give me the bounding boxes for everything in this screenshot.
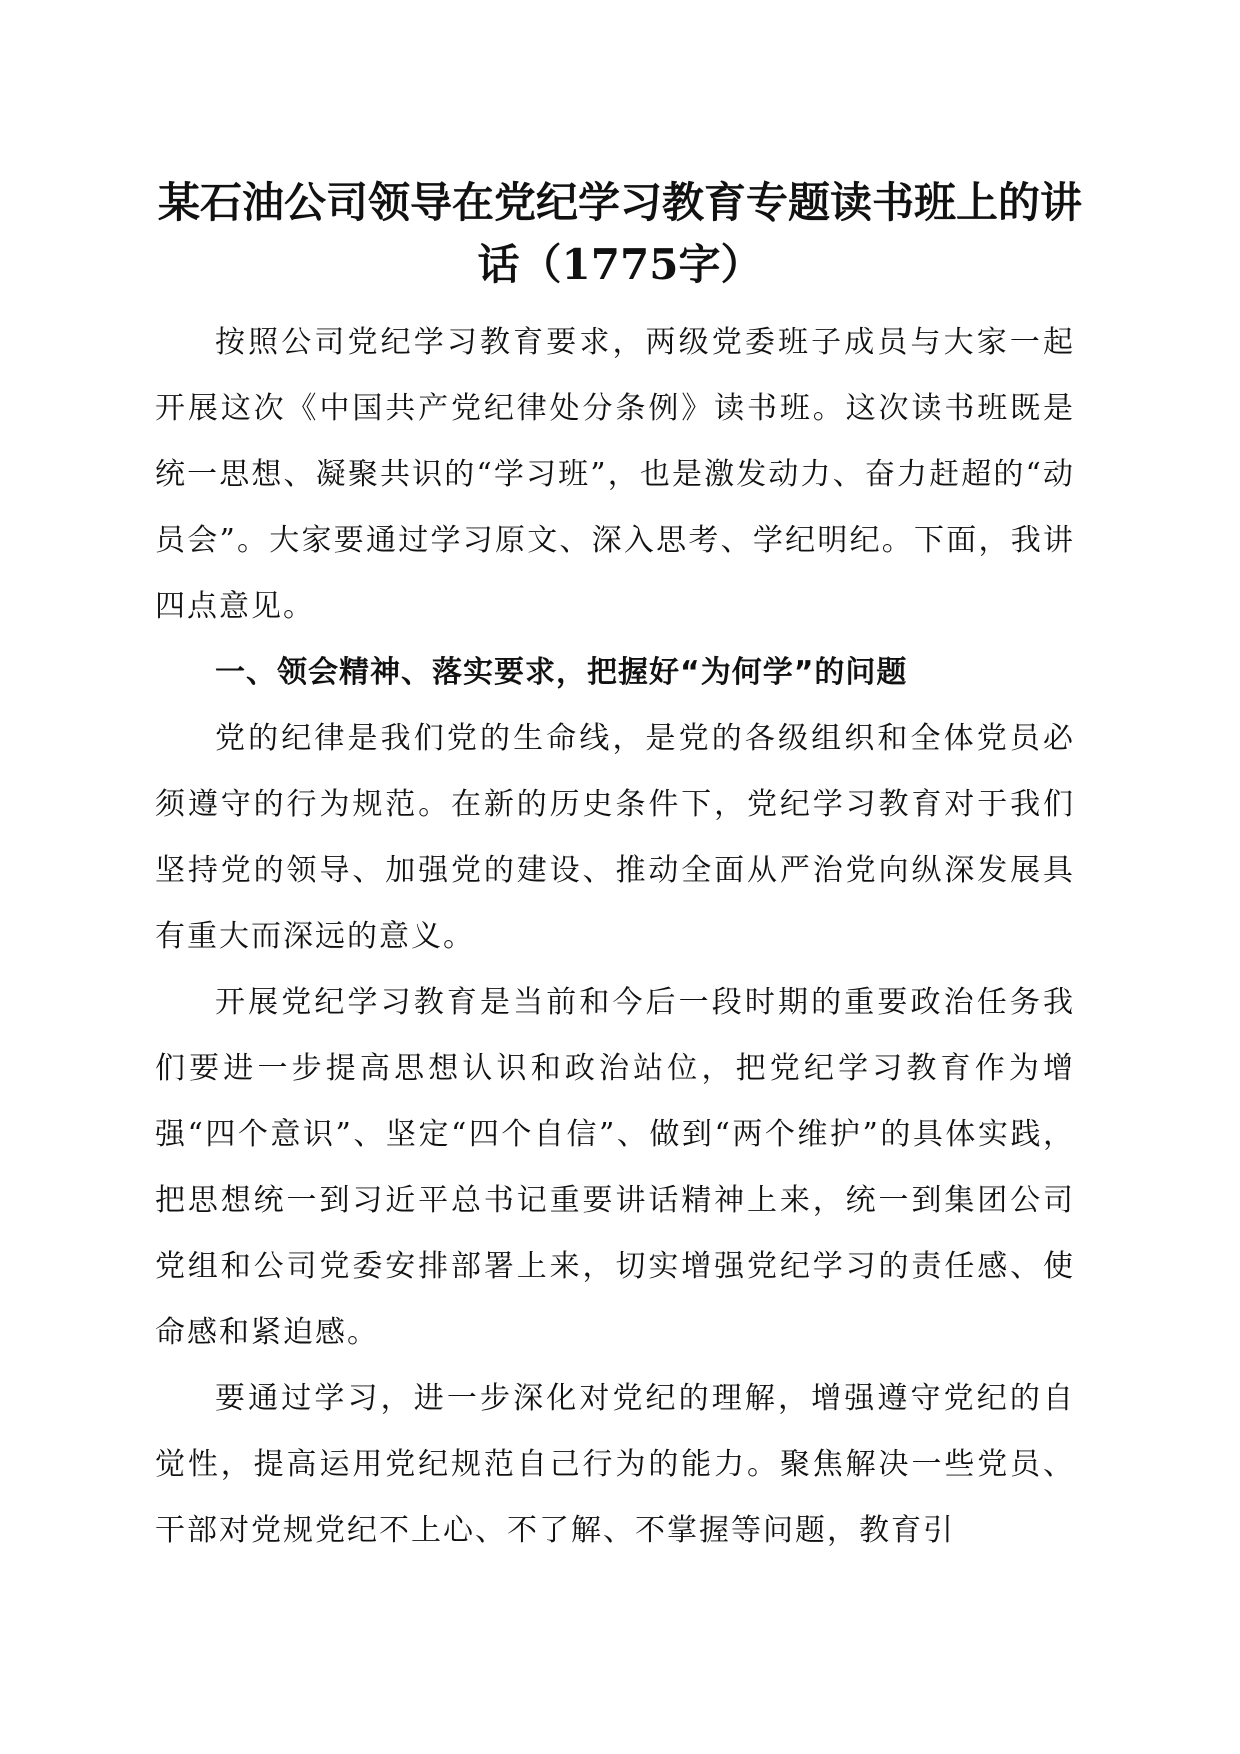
paragraph-discipline-lifeline: 党的纪律是我们党的生命线，是党的各级组织和全体党员必须遵守的行为规范。在新的历史条件下，党纪学习教育对于我们坚持党的领导、加强党的建设、推动全面从严治党向纵深发展具有重大而深远的意义。 bbox=[155, 721, 1075, 954]
document-body bbox=[155, 310, 1075, 1564]
document-title: 某石油公司领导在党纪学习教育专题读书班上的讲话（1775字） bbox=[157, 178, 1082, 289]
paragraph-intro: 按照公司党纪学习教育要求，两级党委班子成员与大家一起开展这次《中国共产党纪律处分条例》读书班。这次读书班既是统一思想、凝聚共识的“学习班”，也是激发动力、奋力赶超的“动员会”。大家要通过学习原文、深入思考、学纪明纪。下面，我讲四点意见。 bbox=[155, 325, 1075, 624]
section-heading-1: 一、领会精神、落实要求，把握好“为何学”的问题 bbox=[215, 655, 908, 690]
paragraph-political-task: 开展党纪学习教育是当前和今后一段时期的重要政治任务我们要进一步提高思想认识和政治站位，把党纪学习教育作为增强“四个意识”、坚定“四个自信”、做到“两个维护”的具体实践，把思想统一到习近平总书记重要讲话精神上来，统一到集团公司党组和公司党委安排部署上来，切实增强党纪学习的责任感、使命感和紧迫感。 bbox=[155, 985, 1075, 1350]
paragraph-deepen-understanding: 要通过学习，进一步深化对党纪的理解，增强遵守党纪的自觉性，提高运用党纪规范自己行为的能力。聚焦解决一些党员、干部对党规党纪不上心、不了解、不掌握等问题，教育引 bbox=[155, 1381, 1075, 1548]
